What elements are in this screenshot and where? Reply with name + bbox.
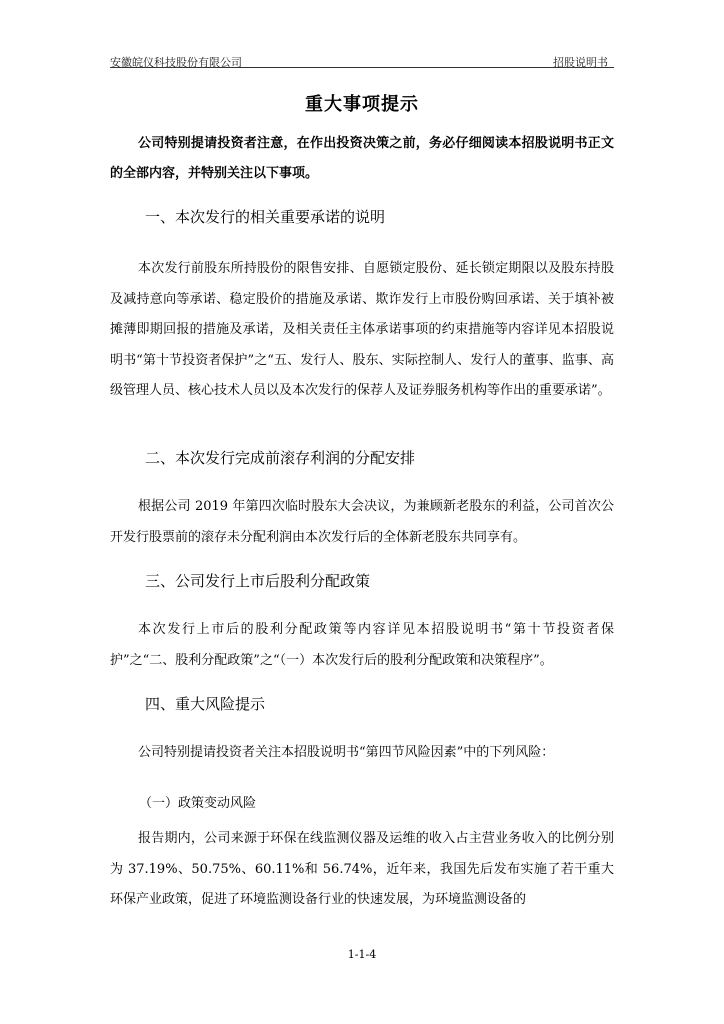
section-body-4: 公司特别提请投资者关注本招股说明书“第四节风险因素”中的下列风险：: [138, 745, 555, 760]
page-header: [110, 51, 614, 71]
page-title: 重大事项提示: [305, 94, 419, 115]
section-heading-3: 三、公司发行上市后股利分配政策: [145, 572, 371, 590]
header-rule: [110, 67, 614, 68]
page-number: 1-1-4: [347, 948, 377, 961]
notice-paragraph: 公司特别提请投资者注意，在作出投资决策之前，务必仔细阅读本招股说明书正文的全部内容，并特别关注以下事项。: [110, 136, 614, 181]
section-body-3: 本次发行上市后的股利分配政策等内容详见本招股说明书“第十节投资者保护”之“二、股利分配政策”之“（一）本次发行后的股利分配政策和决策程序”。: [110, 622, 614, 668]
section-heading-2: 二、本次发行完成前滚存利润的分配安排: [145, 449, 416, 467]
header-doc-type: 招股说明书: [553, 56, 608, 69]
subsection-body: 报告期内，公司来源于环保在线监测仪器及运维的收入占主营业务收入的比例分别为 37.19%、50.75%、60.11%和 56.74%，近年来，我国先后发布实施了若干重大环保产业政策，促进了环境监测设备行业的快速发展，为环境监测设备的: [110, 831, 614, 907]
section-body-1: 本次发行前股东所持股份的限售安排、自愿锁定股份、延长锁定期限以及股东持股及减持意向等承诺、稳定股价的措施及承诺、欺诈发行上市股份购回承诺、关于填补被摊薄即期回报的措施及承诺，及相关责任主体承诺事项的约束措施等内容详见本招股说明书“第十节投资者保护”之“五、发行人、股东、实际控制人、发行人的董事、监事、高级管理人员、核心技术人员以及本次发行的保荐人及证券服务机构等作出的重要承诺”。: [110, 261, 614, 398]
section-heading-1: 一、本次发行的相关重要承诺的说明: [145, 208, 386, 226]
section-body-2: 根据公司 2019 年第四次临时股东大会决议，为兼顾新老股东的利益，公司首次公开发行股票前的滚存未分配利润由本次发行后的全体新老股东共同享有。: [110, 499, 614, 545]
subsection-heading: （一）政策变动风险: [139, 796, 257, 811]
header-company: 安徽皖仪科技股份有限公司: [110, 56, 242, 69]
section-heading-4: 四、重大风险提示: [145, 695, 266, 713]
